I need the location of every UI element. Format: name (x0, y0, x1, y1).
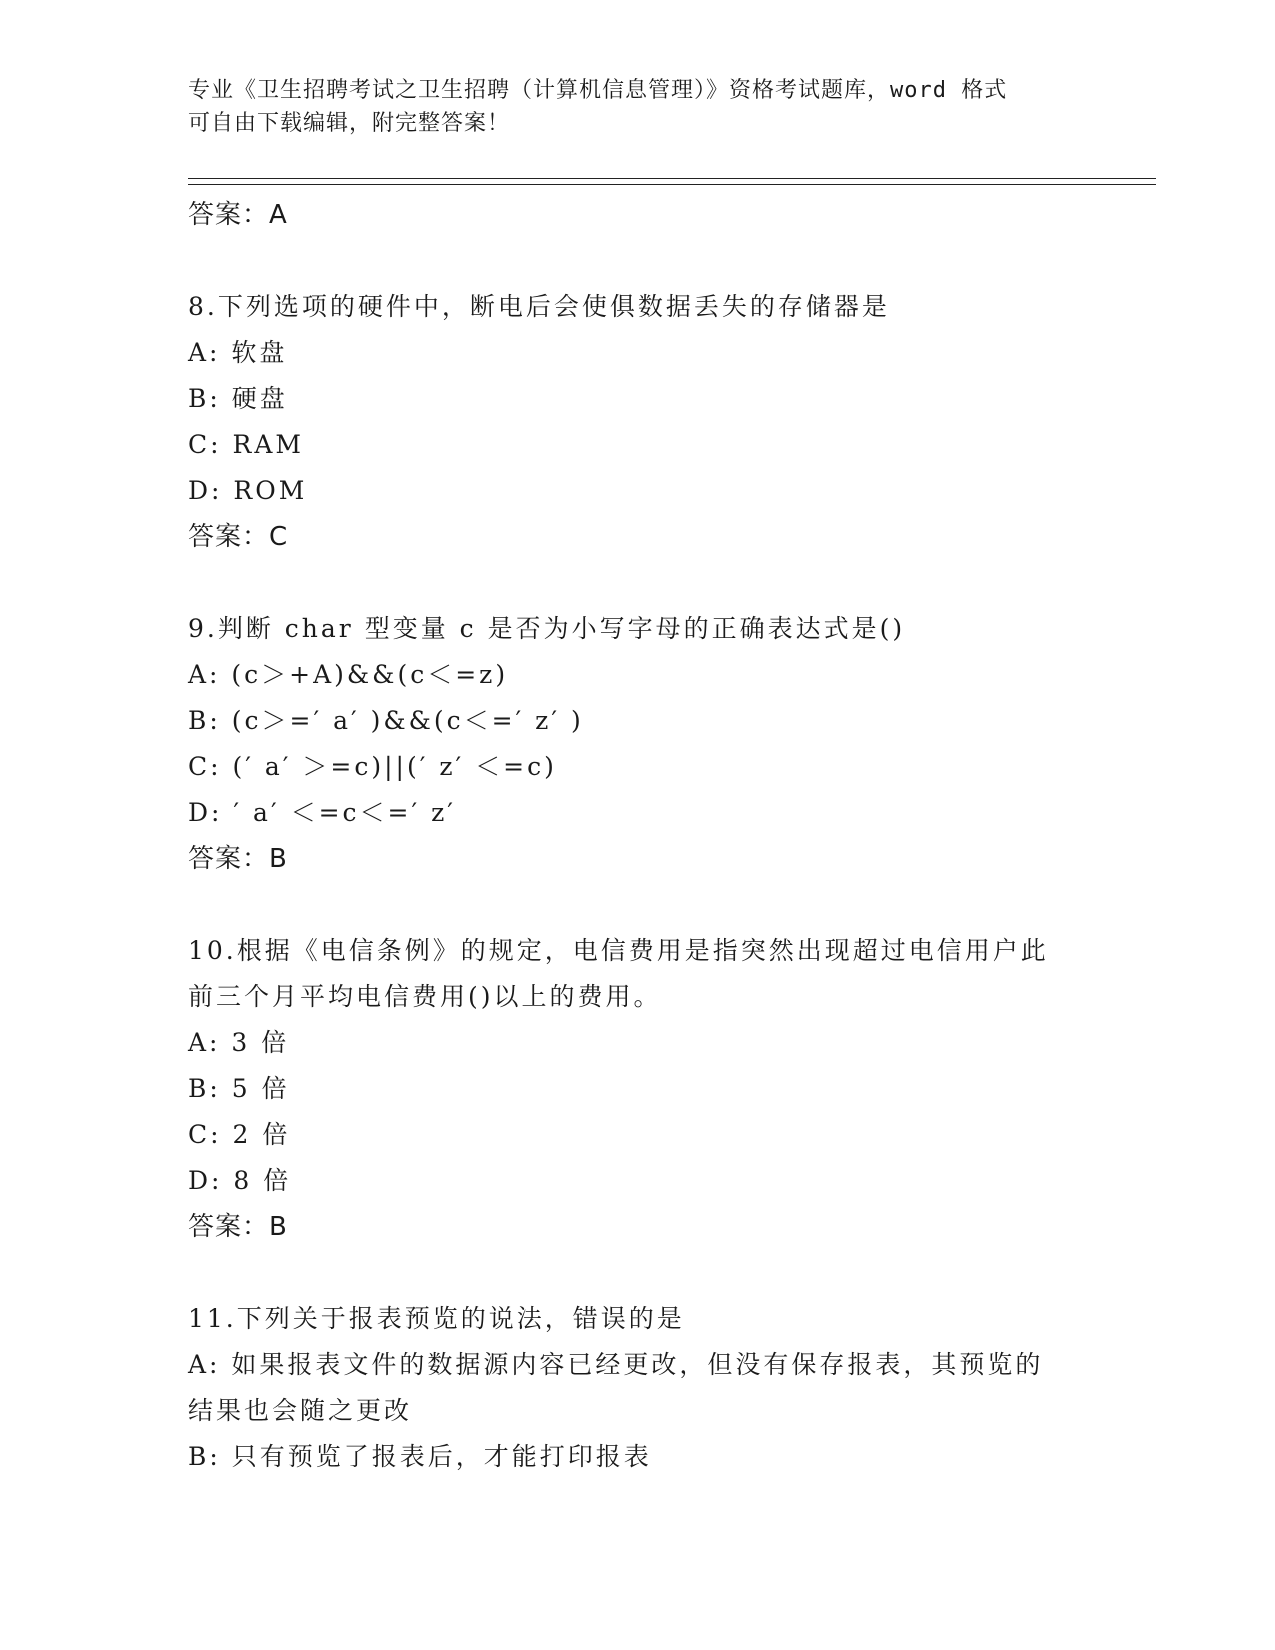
option-d: D: ROM (188, 476, 308, 505)
option-a: A: (c＞+A)&&(c＜=z) (188, 660, 509, 689)
spacer (188, 560, 1088, 606)
question-11 (188, 1296, 1088, 1480)
spacer (188, 1250, 1088, 1296)
answer-line: 答案：A (188, 200, 288, 230)
option-c: C: 2 倍 (188, 1120, 291, 1149)
option-b: B: 5 倍 (188, 1074, 290, 1103)
document-body (188, 192, 1088, 1480)
header-line-2: 可自由下载编辑，附完整答案！ (188, 111, 511, 136)
question-title: 8.下列选项的硬件中，断电后会使俱数据丢失的存储器是 (188, 292, 890, 321)
option-d: D: ′ a′ ＜=c＜=′ z′ (188, 798, 456, 827)
option-d: D: 8 倍 (188, 1166, 292, 1195)
header-line-1: 专业《卫生招聘考试之卫生招聘（计算机信息管理）》资格考试题库，word 格式 (188, 78, 1008, 103)
option-b: B: 只有预览了报表后，才能打印报表 (188, 1442, 652, 1471)
answer-line: 答案：B (188, 1212, 288, 1242)
option-a-line-2: 结果也会随之更改 (188, 1396, 413, 1425)
spacer (188, 882, 1088, 928)
question-9 (188, 606, 1088, 882)
option-a-line-1: A: 如果报表文件的数据源内容已经更改，但没有保存报表，其预览的 (188, 1350, 1044, 1379)
option-c: C: RAM (188, 430, 304, 459)
option-a: A: 软盘 (188, 338, 288, 367)
header-divider (188, 178, 1156, 185)
question-10 (188, 928, 1088, 1250)
question-title: 9.判断 char 型变量 c 是否为小写字母的正确表达式是() (188, 614, 906, 643)
question-title-line-1: 10.根据《电信条例》的规定，电信费用是指突然出现超过电信用户此 (188, 936, 1049, 965)
option-c: C: (′ a′ ＞=c)||(′ z′ ＜=c) (188, 752, 557, 781)
question-title: 11.下列关于报表预览的说法，错误的是 (188, 1304, 685, 1333)
question-title-line-2: 前三个月平均电信费用()以上的费用。 (188, 982, 662, 1011)
option-b: B: (c＞=′ a′ )&&(c＜=′ z′ ) (188, 706, 584, 735)
option-b: B: 硬盘 (188, 384, 288, 413)
question-8 (188, 284, 1088, 560)
spacer (188, 238, 1088, 284)
answer-line: 答案：B (188, 844, 288, 874)
option-a: A: 3 倍 (188, 1028, 290, 1057)
answer-line: 答案：C (188, 522, 289, 552)
document-header (188, 74, 1088, 140)
